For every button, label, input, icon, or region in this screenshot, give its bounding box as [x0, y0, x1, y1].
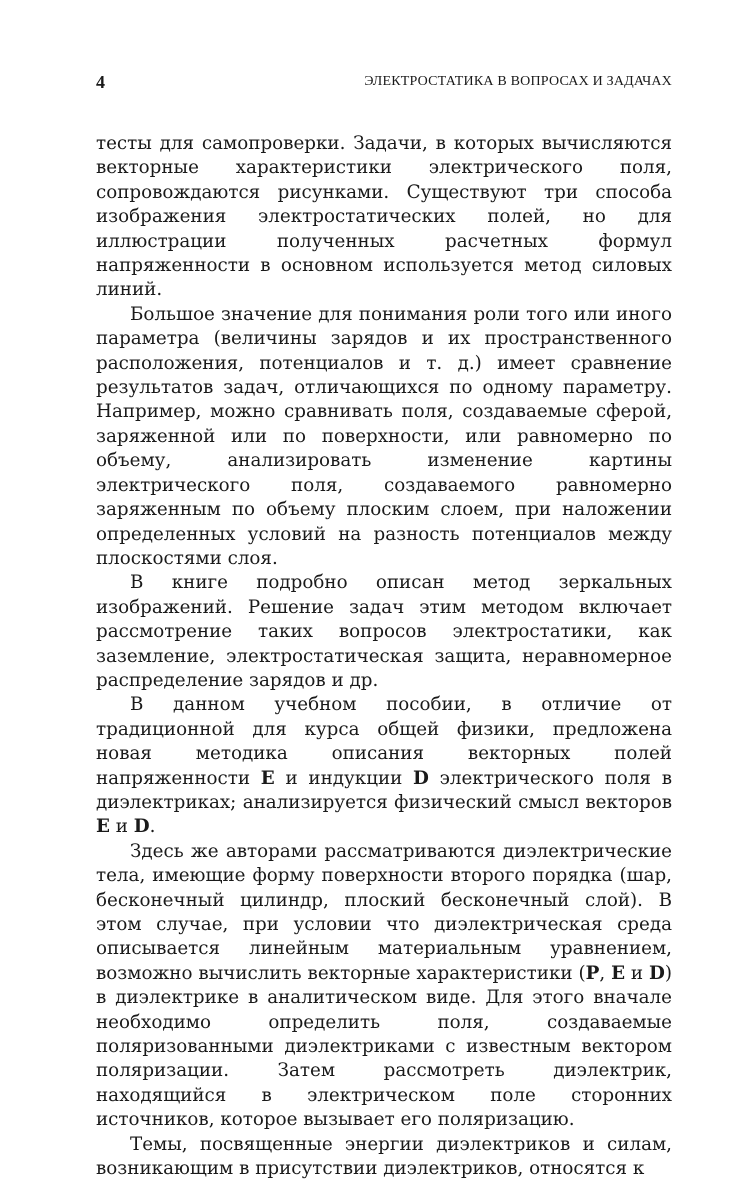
book-page: [96, 70, 672, 1181]
paragraph-3: В книге подробно описан метод зеркальных изображений. Решение задач этим методом включает рассмотрение таких вопросов электростатики, как заземление, электростатическая защита, неравномерное распределение зарядов и др.: [96, 572, 672, 691]
vector-e-symbol: E: [260, 767, 275, 789]
paragraph-5: [96, 840, 672, 1133]
page-number: 4: [96, 72, 105, 92]
p5-text-3: и: [625, 962, 649, 984]
vector-d-symbol: D: [413, 767, 429, 789]
p5-text-4: ) в диэлектрике в аналитическом виде. Для этого вначале необходимо определить поля, создаваемые поляризованными диэлектриками с известным вектором поляризации. Затем рассмотреть диэлектрик, находящийся в электрическом поле сторонних источников, которое вызывает его поляризацию.: [96, 962, 672, 1131]
vector-e-symbol: E: [96, 816, 110, 838]
p4-text-4: и: [109, 816, 134, 838]
vector-e-symbol: E: [611, 962, 625, 984]
vector-p-symbol: P: [585, 962, 600, 984]
paragraph-4: [96, 693, 672, 839]
paragraph-2: Большое значение для понимания роли того или иного параметра (величины зарядов и их пространственного расположения, потенциалов и т. д.) имеет сравнение результатов задач, отличающихся по одному параметру. Например, можно сравнивать поля, создаваемые сферой, заряженной или по поверхности, или равномерно по объему, анализировать изменение картины электрического поля, создаваемого равномерно заряженным по объему плоским слоем, при наложении определенных условий на разность потенциалов между плоскостями слоя.: [96, 303, 672, 569]
p4-text-3: электрического поля в диэлектриках; анализируется физический смысл векторов: [96, 767, 672, 813]
vector-d-symbol: D: [133, 816, 150, 838]
p4-text-2: и индукции: [274, 767, 414, 789]
vector-d-symbol: D: [649, 962, 665, 984]
page-header: [96, 70, 672, 100]
p5-text-2: ,: [599, 962, 612, 984]
running-title: ЭЛЕКТРОСТАТИКА В ВОПРОСАХ И ЗАДАЧАХ: [364, 74, 672, 89]
p4-text-1: В данном учебном пособии, в отличие от традиционной для курса общей физики, предложена новая методика описания векторных полей напряженности: [96, 694, 672, 789]
body-text: [96, 132, 672, 1181]
p4-text-5: .: [149, 816, 156, 838]
paragraph-6: Темы, посвященные энергии диэлектриков и силам, возникающим в присутствии диэлектриков, относятся к: [96, 1133, 672, 1180]
paragraph-1: тесты для самопроверки. Задачи, в которых вычисляются векторные характеристики электрического поля, сопровождаются рисунками. Существуют три способа изображения электростатических полей, но для иллюстрации полученных расчетных формул напряженности в основном используется метод силовых линий.: [96, 133, 672, 301]
p5-text-1: Здесь же авторами рассматриваются диэлектрические тела, имеющие форму поверхности второго порядка (шар, бесконечный цилиндр, плоский бесконечный слой). В этом случае, при условии что диэлектрическая среда описывается линейным материальным уравнением, возможно вычислить векторные характеристики (: [96, 840, 672, 984]
